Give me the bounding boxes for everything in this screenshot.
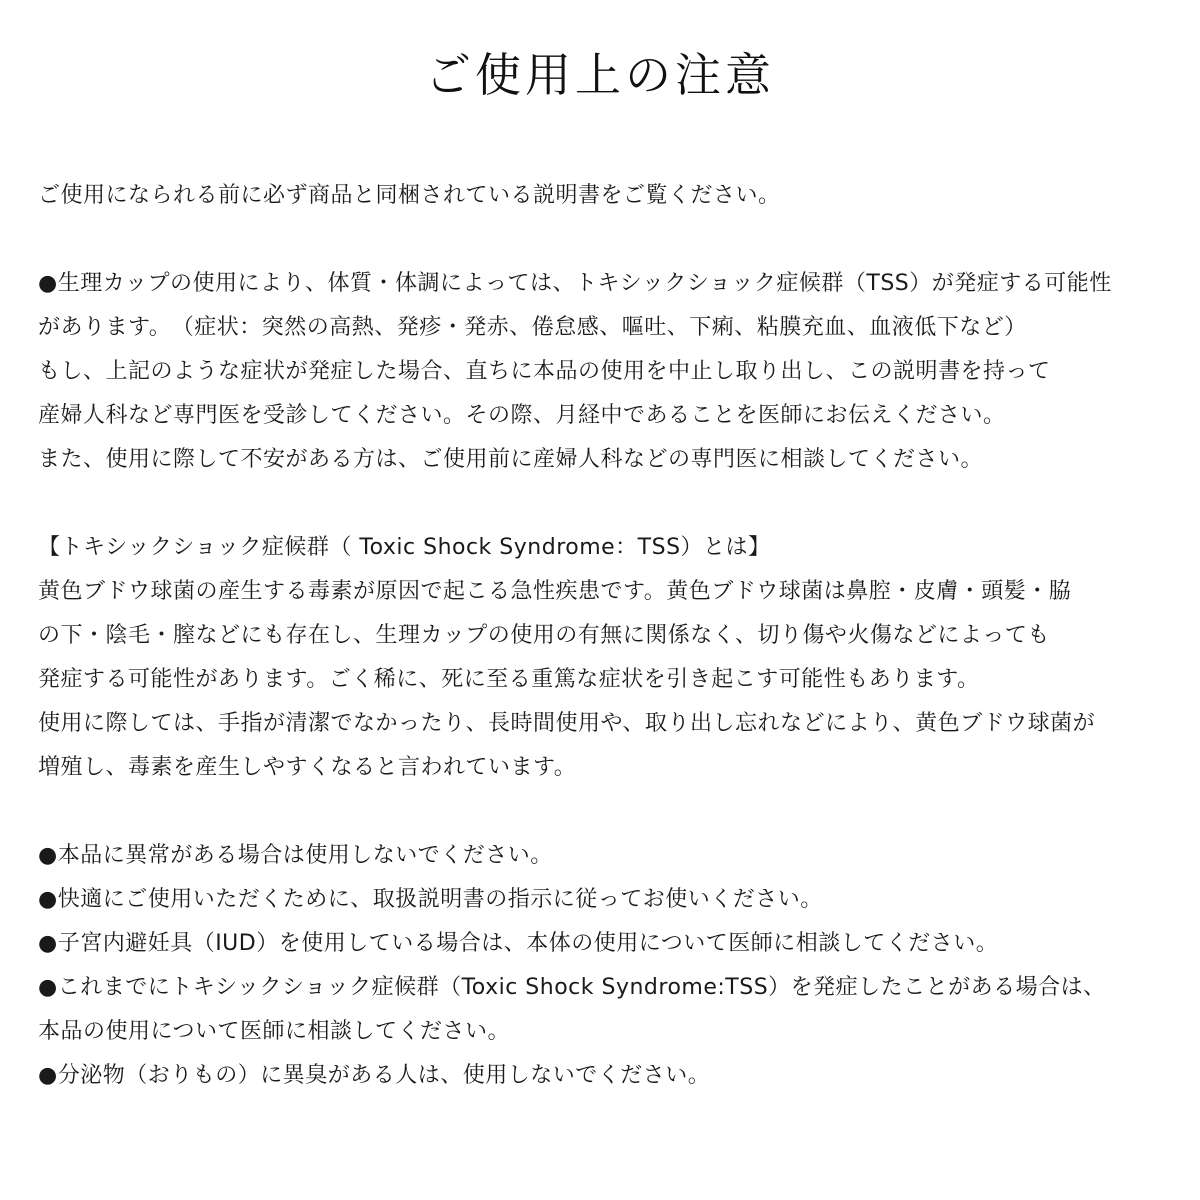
note-item: ●分泌物（おりもの）に異臭がある人は、使用しないでください。 [38,1063,711,1088]
spacer [38,790,1178,834]
tss-about-line: 使用に際しては、手指が清潔でなかったり、長時間使用や、取り出し忘れなどにより、黄色ブドウ球菌が [38,711,1096,736]
tss-warning-line: ●生理カップの使用により、体質・体調によっては、トキシックショック症候群（TSS）が発症する可能性 [38,271,1112,296]
tss-about-line: 発症する可能性があります。ごく稀に、死に至る重篤な症状を引き起こす可能性もあります。 [38,667,980,692]
tss-about-heading: 【トキシックショック症候群（ Toxic Shock Syndrome：TSS）とは】 [38,535,771,560]
spacer [38,482,1178,526]
notes-section [38,834,1178,1098]
tss-warning-line: また、使用に際して不安がある方は、ご使用前に産婦人科などの専門医に相談してください。 [38,447,984,472]
note-item: ●子宮内避妊具（IUD）を使用している場合は、本体の使用について医師に相談してください。 [38,931,999,956]
tss-warning-line: があります。 （症状：突然の高熱、発疹・発赤、倦怠感、嘔吐、下痢、粘膜充血、血液低下など） [38,315,1027,340]
tss-warning-line: もし、上記のような症状が発症した場合、直ちに本品の使用を中止し取り出し、この説明書を持って [38,359,1051,384]
page-title: ご使用上の注意 [425,48,775,102]
tss-about-line: 増殖し、毒素を産生しやすくなると言われています。 [38,755,577,780]
note-item: ●これまでにトキシックショック症候群（Toxic Shock Syndrome:TSS）を発症したことがある場合は、 [38,975,1106,1000]
intro-text: ご使用になられる前に必ず商品と同梱されている説明書をご覧ください。 [38,183,781,208]
tss-warning-line: 産婦人科など専門医を受診してください。その際、月経中であることを医師にお伝えください。 [38,403,1006,428]
tss-about-line: の下・陰毛・膣などにも存在し、生理カップの使用の有無に関係なく、切り傷や火傷などによっても [38,623,1050,648]
tss-about-section [38,526,1178,790]
note-item: 本品の使用について医師に相談してください。 [38,1019,511,1044]
tss-warning-section [38,262,1178,482]
spacer [38,218,1178,262]
tss-about-line: 黄色ブドウ球菌の産生する毒素が原因で起こる急性疾患です。黄色ブドウ球菌は鼻腔・皮膚・頭髪・脇 [38,579,1072,604]
note-item: ●本品に異常がある場合は使用しないでください。 [38,843,553,868]
note-item: ●快適にご使用いただくために、取扱説明書の指示に従ってお使いください。 [38,887,823,912]
notice-body [38,174,1178,1098]
